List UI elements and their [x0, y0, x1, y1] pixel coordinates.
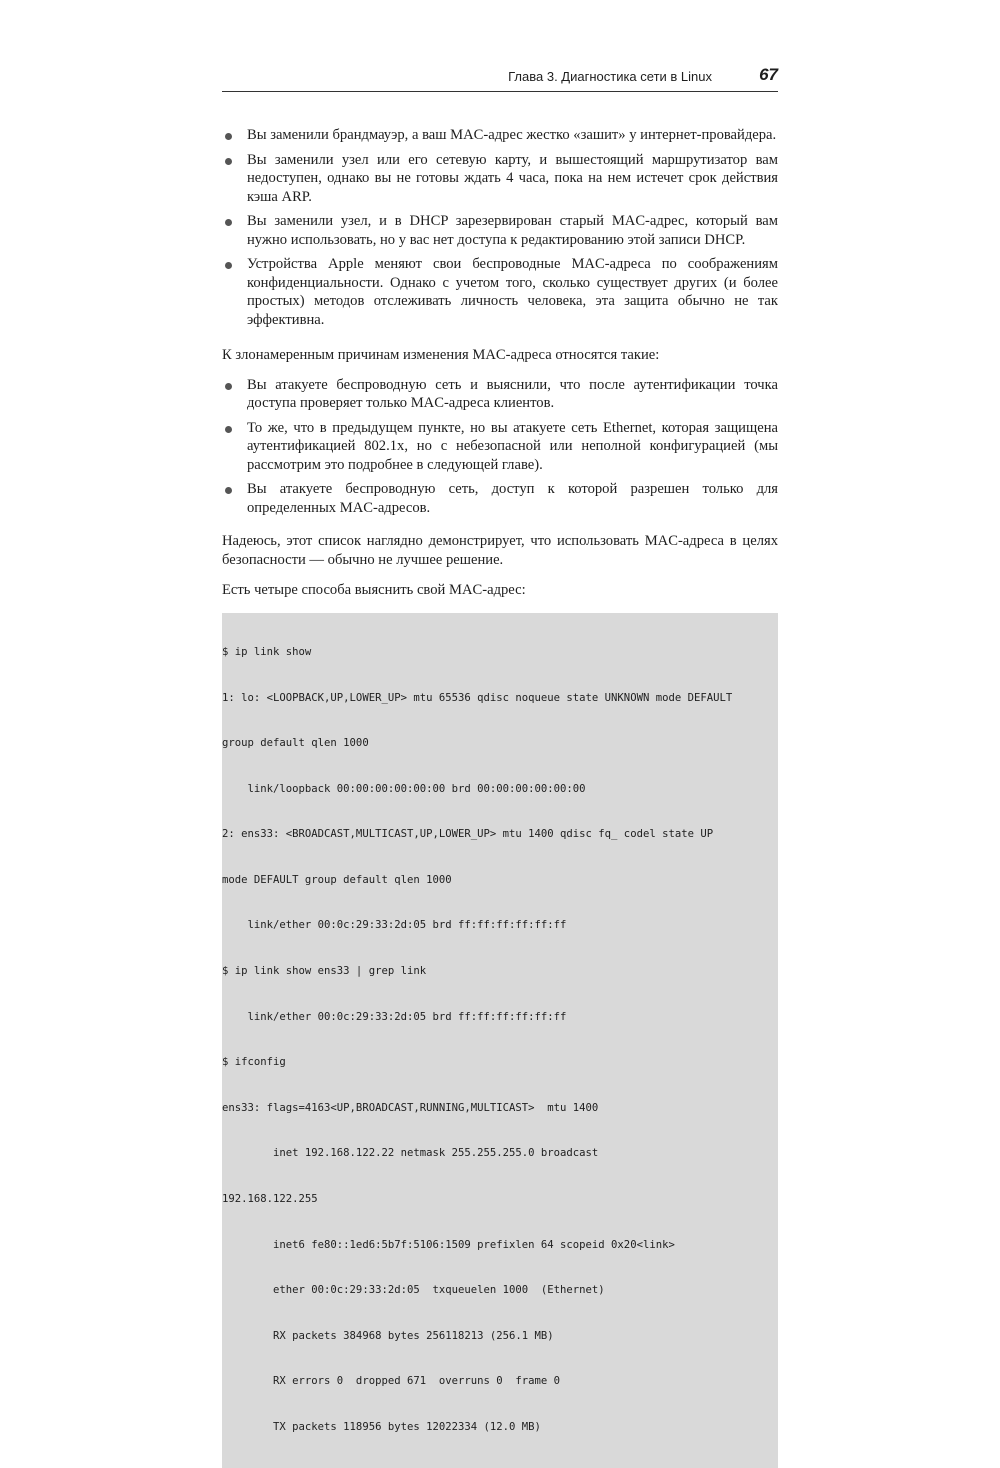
code-line: mode DEFAULT group default qlen 1000 — [222, 873, 452, 886]
list-item-text: Вы атакуете беспроводную сеть и выяснили, что после аутентификации точка доступа проверяет только MAC-адреса клиентов. — [247, 376, 778, 411]
list-item-text: Вы заменили брандмауэр, а ваш MAC-адрес жестко «зашит» у интернет-провайдера. — [247, 127, 777, 143]
list-item — [222, 255, 778, 329]
bullet-icon — [225, 219, 232, 226]
list-item-text: То же, что в предыдущем пункте, но вы атакуете сеть Ethernet, которая защищена аутентификацией 802.1x, но с небезопасной или неполной конфигурацией (мы рассмотрим это подробнее в следующей главе). — [247, 419, 778, 473]
list-item-text: Вы заменили узел, и в DHCP зарезервирован старый MAC-адрес, который вам нужно использовать, но у вас нет доступа к редактированию этой записи DHCP. — [247, 213, 778, 248]
bullet-icon — [225, 383, 232, 390]
code-line: 2: ens33: <BROADCAST,MULTICAST,UP,LOWER_UP> mtu 1400 qdisc fq_ codel state UP — [222, 828, 714, 841]
list-item — [222, 212, 778, 249]
code-line: RX errors 0 dropped 671 overruns 0 frame 0 — [222, 1375, 561, 1388]
code-line: 1: lo: <LOOPBACK,UP,LOWER_UP> mtu 65536 qdisc noqueue state UNKNOWN mode DEFAULT — [222, 691, 733, 704]
legit-reasons-list — [222, 126, 778, 329]
bullet-icon — [225, 133, 232, 140]
list-item — [222, 376, 778, 413]
code-line: inet6 fe80::1ed6:5b7f:5106:1509 prefixlen 64 scopeid 0x20<link> — [222, 1238, 675, 1251]
code-line: link/ether 00:0c:29:33:2d:05 brd ff:ff:ff:ff:ff:ff — [222, 919, 567, 932]
methods-intro: Есть четыре способа выяснить свой MAC-адрес: — [222, 582, 526, 598]
running-header — [222, 66, 778, 92]
code-line: inet 192.168.122.22 netmask 255.255.255.0 broadcast — [222, 1147, 599, 1160]
code-line: link/loopback 00:00:00:00:00:00 brd 00:00:00:00:00:00 — [222, 782, 586, 795]
list-item-text: Вы атакуете беспроводную сеть, доступ к которой разрешен только для определенных MAC-адресов. — [247, 481, 778, 516]
list-item-text: Устройства Apple меняют свои беспроводные MAC-адреса по соображениям конфиденциальности. Однако с учетом того, сколько существует других (и более простых) методов отслеживать личность человека, эта защита обычно не так эффективна. — [247, 256, 778, 328]
code-line: $ ip link show — [222, 645, 312, 658]
code-line: $ ip link show ens33 | grep link — [222, 965, 427, 978]
list-item — [222, 126, 778, 145]
malicious-reasons-intro: К злонамеренным причинам изменения MAC-адреса относятся такие: — [222, 347, 660, 363]
list-item — [222, 480, 778, 517]
list-item-text: Вы заменили узел или его сетевую карту, и вышестоящий маршрутизатор вам недоступен, однако вы не готовы ждать 4 часа, пока на нем истечет срок действия кэша ARP. — [247, 151, 778, 205]
code-line: ether 00:0c:29:33:2d:05 txqueuelen 1000 (Ethernet) — [222, 1284, 605, 1297]
code-line: $ ifconfig — [222, 1056, 286, 1069]
list-item — [222, 419, 778, 475]
code-line: group default qlen 1000 — [222, 737, 369, 750]
book-page — [222, 66, 778, 1468]
bullet-icon — [225, 158, 232, 165]
bullet-icon — [225, 487, 232, 494]
code-line: 192.168.122.255 — [222, 1193, 318, 1206]
code-line: RX packets 384968 bytes 256118213 (256.1 MB) — [222, 1329, 554, 1342]
conclusion-paragraph: Надеюсь, этот список наглядно демонстрирует, что использовать MAC-адреса в целях безопасности — обычно не лучшее решение. — [222, 533, 778, 568]
bullet-icon — [225, 426, 232, 433]
code-line: ens33: flags=4163<UP,BROADCAST,RUNNING,MULTICAST> mtu 1400 — [222, 1101, 599, 1114]
malicious-reasons-list — [222, 376, 778, 518]
code-line: link/ether 00:0c:29:33:2d:05 brd ff:ff:ff:ff:ff:ff — [222, 1010, 567, 1023]
code-listing — [222, 613, 778, 1468]
page-number: 67 — [759, 65, 778, 84]
bullet-icon — [225, 262, 232, 269]
list-item — [222, 151, 778, 207]
chapter-title: Глава 3. Диагностика сети в Linux — [508, 69, 712, 84]
code-line: TX packets 118956 bytes 12022334 (12.0 MB) — [222, 1421, 541, 1433]
